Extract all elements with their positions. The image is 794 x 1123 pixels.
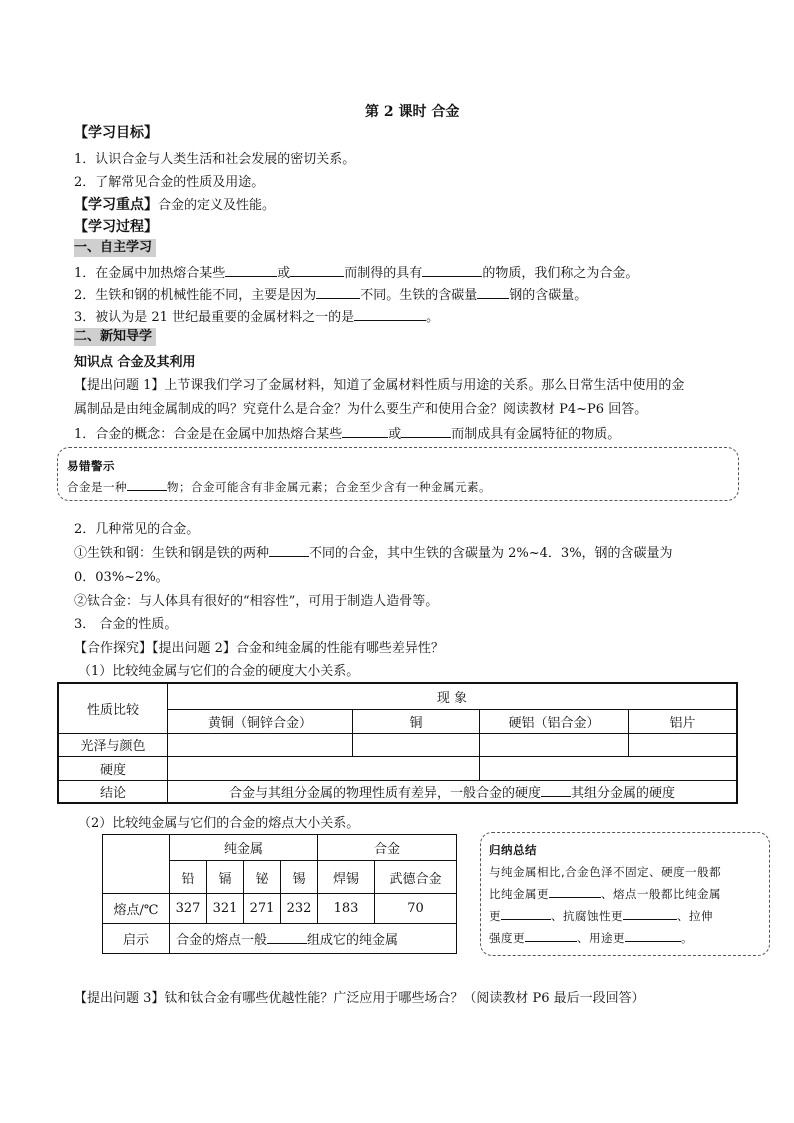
blank[interactable] — [549, 887, 601, 898]
q2-text-b: 不同。生铁的含碳量 — [360, 288, 478, 303]
table2-metal-bismuth: 铋 — [244, 861, 281, 894]
blank[interactable] — [290, 264, 344, 277]
section-new-knowledge: 二、新知导学 — [74, 328, 156, 346]
iron-steel-line-1 — [74, 542, 673, 561]
table1-col-duralumin: 硬铝（铝合金） — [480, 709, 629, 733]
table2-melting-bismuth: 271 — [244, 894, 281, 924]
warning-text-b: 物；合金可能含有非金属元素；合金至少含有一种金属元素。 — [167, 480, 491, 494]
summary-text: 强度更 — [489, 931, 525, 945]
table2-melting-label: 熔点/℃ — [103, 894, 170, 924]
conclusion-text-b: 其组分金属的硬度 — [571, 785, 676, 801]
table2-pure-metal: 纯金属 — [170, 835, 318, 861]
table2-melting-cadmium: 321 — [207, 894, 244, 924]
focus-label: 【学习重点】 — [74, 197, 158, 213]
table2-hint — [170, 924, 457, 954]
summary-text: 、拉伸 — [677, 909, 713, 923]
table2-melting-tin: 232 — [281, 894, 318, 924]
summary-text: 。 — [681, 931, 693, 945]
question-1 — [74, 262, 638, 281]
titanium-line: ②钛合金：与人体具有很好的“相容性”，可用于制造人造骨等。 — [74, 594, 439, 609]
table1-col-aluminum: 铝片 — [629, 709, 738, 733]
hint-text-b: 组成它的纯金属 — [307, 933, 399, 948]
table1-cell[interactable] — [168, 756, 480, 780]
blank[interactable] — [269, 544, 309, 557]
common-alloys: 2．几种常见的合金。 — [74, 522, 200, 537]
q3-text-a: 3．被认为是 21 世纪最重要的金属材料之一的是 — [74, 310, 355, 325]
concept-text-b: 或 — [388, 427, 402, 442]
table1-col-copper: 铜 — [353, 709, 480, 733]
q2-text-c: 钢的含碳量。 — [509, 288, 588, 303]
summary-line-1: 与纯金属相比,合金色泽不固定、硬度一般都 — [489, 865, 722, 879]
blank[interactable] — [316, 286, 360, 299]
blank[interactable] — [127, 480, 167, 491]
blank[interactable] — [477, 286, 509, 299]
question-3-heading: 【提出问题 3】钛和钛合金有哪些优越性能？广泛应用于哪些场合？（阅读教材 P6 最后一段回答） — [74, 991, 645, 1006]
summary-text: 、抗腐蚀性更 — [551, 909, 623, 923]
table1-cell[interactable] — [629, 733, 738, 756]
summary-text: 、熔点一般都比纯金属 — [601, 887, 721, 901]
knowledge-point: 知识点 合金及其利用 — [74, 355, 196, 370]
q1-text-d: 的物质，我们称之为合金。 — [482, 266, 639, 281]
q1-text-b: 或 — [277, 266, 291, 281]
table1-row-hardness: 硬度 — [58, 756, 168, 780]
question-2 — [74, 284, 587, 303]
goal-1: 1．认识合金与人类生活和社会发展的密切关系。 — [74, 152, 356, 167]
summary-text: 比纯金属更 — [489, 887, 549, 901]
q3-text-b: 。 — [426, 310, 440, 325]
warning-text — [67, 479, 491, 495]
compare-hardness: （1）比较纯金属与它们的合金的硬度大小关系。 — [78, 664, 360, 679]
table1-conclusion — [168, 780, 738, 803]
summary-line-3 — [489, 908, 713, 924]
table2-melting-solder: 183 — [318, 894, 375, 924]
blank[interactable] — [501, 909, 551, 920]
table1-row-luster: 光泽与颜色 — [58, 733, 168, 756]
question-3 — [74, 306, 439, 325]
process-header: 【学习过程】 — [74, 219, 158, 235]
table1-cell[interactable] — [168, 733, 353, 756]
summary-line-4 — [489, 930, 693, 946]
table2-hint-label: 启示 — [103, 924, 170, 954]
section-self-study: 一、自主学习 — [74, 239, 156, 257]
question1-line-1: 【提出问题 1】上节课我们学习了金属材料，知道了金属材料性质与用途的关系。那么日常生活中使用的金 — [74, 378, 685, 393]
summary-line-2 — [489, 886, 721, 902]
table1-cell[interactable] — [480, 756, 738, 780]
warning-text-a: 合金是一种 — [67, 480, 127, 494]
hint-text-a: 合金的熔点一般 — [176, 933, 268, 948]
iron-steel-text-a: ①生铁和钢：生铁和钢是铁的两种 — [74, 546, 270, 561]
question-2-heading: 【合作探究】【提出问题 2】合金和纯金属的性能有哪些差异性？ — [74, 641, 444, 656]
conclusion-text-a: 合金与其组分金属的物理性质有差异，一般合金的硬度 — [228, 785, 541, 801]
page-title: 第 2 课时 合金 — [365, 104, 460, 120]
summary-text: 、用途更 — [577, 931, 625, 945]
table2-metal-cadmium: 镉 — [207, 861, 244, 894]
blank[interactable] — [342, 425, 388, 438]
goal-2: 2．了解常见合金的性质及用途。 — [74, 175, 265, 190]
table1-cell[interactable] — [480, 733, 629, 756]
blank[interactable] — [541, 784, 571, 797]
q1-text-a: 1．在金属中加热熔合某些 — [74, 266, 226, 281]
alloy-properties: 3． 合金的性质。 — [74, 617, 178, 632]
table2-alloy-wood: 武德合金 — [375, 861, 457, 894]
blank[interactable] — [401, 425, 451, 438]
blank[interactable] — [225, 264, 277, 277]
melting-point-table — [102, 834, 457, 954]
blank[interactable] — [354, 308, 426, 321]
summary-title: 归纳总结 — [489, 843, 537, 857]
concept-text-a: 1．合金的概念：合金是在金属中加热熔合某些 — [74, 427, 343, 442]
blank[interactable] — [623, 909, 677, 920]
compare-melting: （2）比较纯金属与它们的合金的熔点大小关系。 — [78, 816, 360, 831]
table2-metal-lead: 铅 — [170, 861, 207, 894]
summary-text: 更 — [489, 909, 501, 923]
table1-header-phenomenon: 现 象 — [168, 683, 738, 709]
focus-line — [74, 194, 275, 214]
hardness-table — [57, 682, 738, 804]
table2-melting-wood: 70 — [375, 894, 457, 924]
q1-text-c: 而制得的具有 — [344, 266, 423, 281]
blank[interactable] — [525, 931, 577, 942]
alloy-concept — [74, 423, 620, 442]
table1-cell[interactable] — [353, 733, 480, 756]
table1-row-conclusion: 结论 — [58, 780, 168, 803]
goals-header: 【学习目标】 — [74, 125, 158, 141]
iron-steel-line-2: 0．03%~2%。 — [74, 570, 169, 585]
table1-header-left: 性质比较 — [58, 683, 168, 733]
table2-alloy-solder: 焊锡 — [318, 861, 375, 894]
concept-text-c: 而制成具有金属特征的物质。 — [451, 427, 621, 442]
iron-steel-text-b: 不同的合金，其中生铁的含碳量为 2%~4．3%，钢的含碳量为 — [309, 546, 673, 561]
focus-text: 合金的定义及性能。 — [158, 198, 276, 213]
table2-corner — [103, 835, 170, 894]
table2-melting-lead: 327 — [170, 894, 207, 924]
question1-line-2: 属制品是由纯金属制成的吗？究竟什么是合金？为什么要生产和使用合金？阅读教材 P4~P6 回答。 — [74, 402, 648, 417]
table2-metal-tin: 锡 — [281, 861, 318, 894]
warning-title: 易错警示 — [67, 459, 115, 473]
q2-text-a: 2．生铁和钢的机械性能不同，主要是因为 — [74, 288, 317, 303]
blank[interactable] — [267, 931, 307, 944]
blank[interactable] — [625, 931, 681, 942]
blank[interactable] — [422, 264, 482, 277]
table2-alloy: 合金 — [318, 835, 457, 861]
table1-col-brass: 黄铜（铜锌合金） — [168, 709, 353, 733]
